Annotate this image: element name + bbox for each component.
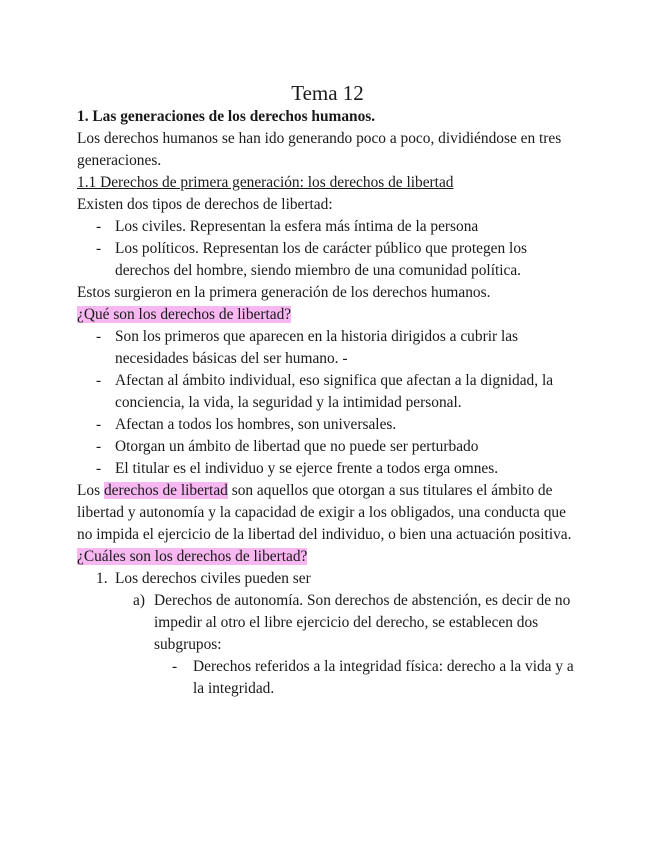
list-item-text: Son los primeros que aparecen en la historia dirigidos a cubrir las necesidades básicas del ser humano. -	[115, 328, 519, 367]
types-intro: Existen dos tipos de derechos de libertad:	[77, 196, 333, 213]
bullet-dash: -	[96, 438, 102, 455]
origin-note: Estos surgieron en la primera generación de los derechos humanos.	[77, 284, 491, 301]
page-title: Tema 12	[291, 81, 364, 105]
subsection-heading-text: 1.1 Derechos de primera generación: los derechos de libertad	[77, 174, 454, 191]
list-item	[77, 370, 577, 414]
list-number: 1.	[96, 570, 108, 587]
list-letter: a)	[133, 592, 145, 609]
numbered-item-text: Los derechos civiles pueden ser	[115, 570, 311, 587]
question-heading	[77, 304, 577, 326]
intro-paragraph: Los derechos humanos se han ido generando poco a poco, dividiéndose en tres generaciones.	[77, 130, 562, 169]
bullet-dash: -	[96, 240, 102, 257]
list-item-text: Los civiles. Representan la esfera más íntima de la persona	[115, 218, 479, 235]
bullet-dash: -	[96, 372, 102, 389]
numbered-item	[77, 568, 577, 590]
bullet-dash: -	[96, 460, 102, 477]
highlighted-question: ¿Cuáles son los derechos de libertad?	[77, 548, 308, 565]
bullet-dash: -	[96, 328, 102, 345]
list-item	[77, 656, 577, 700]
document-body	[77, 106, 577, 700]
question-heading	[77, 546, 577, 568]
definition-highlight: derechos de libertad	[103, 482, 228, 499]
list-item-text: Afectan a todos los hombres, son universales.	[115, 416, 397, 433]
list-item	[77, 216, 577, 238]
list-item-text: Los políticos. Representan los de carácter público que protegen los derechos del hombre, siendo miembro de una comunidad política.	[115, 240, 528, 279]
list-item-text: El titular es el individuo y se ejerce frente a todos erga omnes.	[115, 460, 499, 477]
highlighted-question: ¿Qué son los derechos de libertad?	[77, 306, 292, 323]
bullet-dash: -	[172, 658, 178, 675]
list-item-text: Afectan al ámbito individual, eso significa que afectan a la dignidad, la conciencia, la vida, la seguridad y la intimidad personal.	[115, 372, 554, 411]
definition-after: son aquellos que otorgan a sus titulares el ámbito de libertad y autonomía y la capacidad de exigir a los obligados, una conducta que no impida el ejercicio de la libertad del individuo, o bien una actuación positiva.	[77, 482, 572, 543]
lettered-item	[77, 590, 577, 656]
list-item	[77, 326, 577, 370]
definition-paragraph	[77, 480, 577, 546]
list-item	[77, 414, 577, 436]
bullet-dash: -	[96, 416, 102, 433]
list-item-text: Derechos referidos a la integridad física: derecho a la vida y a la integridad.	[193, 658, 574, 697]
bullet-dash: -	[96, 218, 102, 235]
definition-before: Los	[77, 482, 104, 499]
list-item	[77, 238, 577, 282]
section-heading: 1. Las generaciones de los derechos humanos.	[77, 108, 376, 125]
list-item	[77, 458, 577, 480]
list-item	[77, 436, 577, 458]
list-item-text: Otorgan un ámbito de libertad que no puede ser perturbado	[115, 438, 479, 455]
lettered-item-text: Derechos de autonomía. Son derechos de abstención, es decir de no impedir al otro el libre ejercicio del derecho, se establecen dos subgrupos:	[154, 592, 571, 653]
subsection-heading	[77, 172, 577, 194]
